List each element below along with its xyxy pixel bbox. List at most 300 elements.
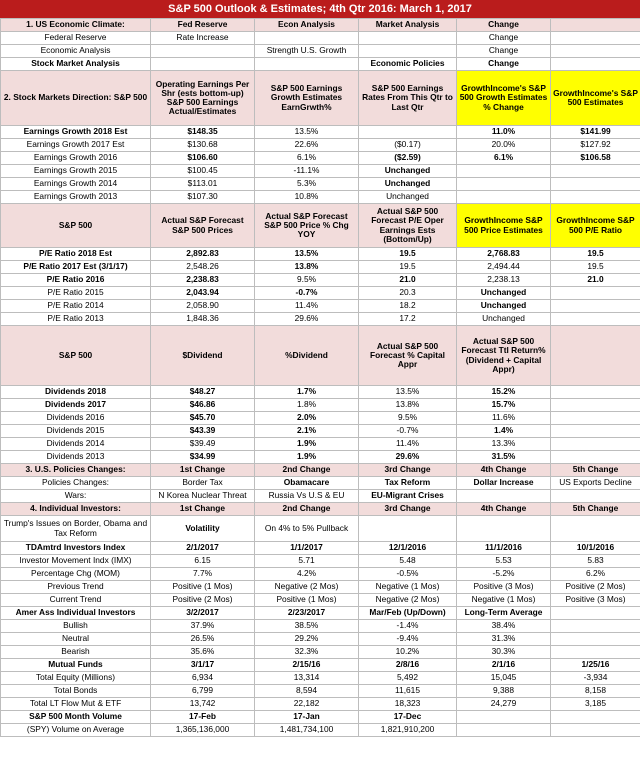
value-cell: 3,185 (551, 698, 640, 711)
value-cell: 2,043.94 (151, 287, 255, 300)
value-cell (551, 399, 640, 412)
value-cell: 11.0% (457, 126, 551, 139)
value-cell: 2,548.26 (151, 261, 255, 274)
value-cell: 6.1% (457, 152, 551, 165)
value-cell: Actual S&P 500 Forecast P/E Oper Earnings Ests (Bottom/Up) (359, 204, 457, 248)
pe-header (1, 204, 640, 248)
value-cell (151, 45, 255, 58)
value-cell: 17.2 (359, 313, 457, 326)
value-cell: 13.8% (255, 261, 359, 274)
value-cell: 3/2/2017 (151, 607, 255, 620)
value-cell: 13.3% (457, 438, 551, 451)
row-label-cell: P/E Ratio 2017 Est (3/1/17) (1, 261, 151, 274)
value-cell: -9.4% (359, 633, 457, 646)
value-cell (457, 490, 551, 503)
value-cell: 1.9% (255, 451, 359, 464)
climate-row (1, 45, 640, 58)
value-cell: 32.3% (255, 646, 359, 659)
mf-header (1, 659, 640, 672)
value-cell: Rate Increase (151, 32, 255, 45)
value-cell: 2/8/16 (359, 659, 457, 672)
value-cell: 10.8% (255, 191, 359, 204)
volume-row (1, 724, 640, 737)
value-cell: 5th Change (551, 503, 640, 516)
value-cell: 5.3% (255, 178, 359, 191)
value-cell (551, 711, 640, 724)
value-cell: 1,821,910,200 (359, 724, 457, 737)
row-label-cell: 3. U.S. Policies Changes: (1, 464, 151, 477)
value-cell: $100.45 (151, 165, 255, 178)
value-cell: Unchanged (457, 300, 551, 313)
value-cell: -5.2% (457, 568, 551, 581)
value-cell: $39.49 (151, 438, 255, 451)
policies-row (1, 490, 640, 503)
value-cell: $141.99 (551, 126, 640, 139)
row-label-cell: Current Trend (1, 594, 151, 607)
value-cell (551, 191, 640, 204)
row-label-cell: Dividends 2016 (1, 412, 151, 425)
value-cell (551, 19, 640, 32)
value-cell: 3rd Change (359, 503, 457, 516)
value-cell: 13.5% (359, 386, 457, 399)
value-cell: 22,182 (255, 698, 359, 711)
value-cell: Strength U.S. Growth (255, 45, 359, 58)
row-label-cell: Earnings Growth 2018 Est (1, 126, 151, 139)
row-label-cell: Dividends 2017 (1, 399, 151, 412)
value-cell: Positive (1 Mos) (255, 594, 359, 607)
value-cell: GrowthIncome S&P 500 Price Estimates (457, 204, 551, 248)
value-cell (551, 313, 640, 326)
row-label-cell: Economic Analysis (1, 45, 151, 58)
value-cell: $Dividend (151, 326, 255, 386)
pe-row (1, 313, 640, 326)
row-label-cell: S&P 500 (1, 204, 151, 248)
value-cell: 13.5% (255, 248, 359, 261)
value-cell: 2,238.13 (457, 274, 551, 287)
value-cell: 2nd Change (255, 503, 359, 516)
row-label-cell: Federal Reserve (1, 32, 151, 45)
value-cell: 29.6% (359, 451, 457, 464)
value-cell: 38.4% (457, 620, 551, 633)
value-cell: $45.70 (151, 412, 255, 425)
value-cell: 24,279 (457, 698, 551, 711)
value-cell: Border Tax (151, 477, 255, 490)
value-cell: 4th Change (457, 503, 551, 516)
row-label-cell: Investor Movement Indx (IMX) (1, 555, 151, 568)
value-cell: 12/1/2016 (359, 542, 457, 555)
value-cell: Unchanged (457, 313, 551, 326)
row-label-cell: Earnings Growth 2016 (1, 152, 151, 165)
value-cell (457, 711, 551, 724)
earnings-row (1, 165, 640, 178)
dividend-row (1, 412, 640, 425)
row-label-cell: Total Equity (Millions) (1, 672, 151, 685)
dividend-header (1, 326, 640, 386)
value-cell (255, 58, 359, 71)
row-label-cell: Total LT Flow Mut & ETF (1, 698, 151, 711)
value-cell: 9,388 (457, 685, 551, 698)
value-cell: 2.0% (255, 412, 359, 425)
value-cell: 21.0 (551, 274, 640, 287)
value-cell: -0.7% (255, 287, 359, 300)
value-cell: 10.2% (359, 646, 457, 659)
value-cell: 20.3 (359, 287, 457, 300)
value-cell: 3rd Change (359, 464, 457, 477)
value-cell: Economic Policies (359, 58, 457, 71)
value-cell (551, 451, 640, 464)
value-cell (457, 165, 551, 178)
value-cell: -1.4% (359, 620, 457, 633)
value-cell: GrowthIncome's S&P 500 Estimates (551, 71, 640, 126)
value-cell: 18.2 (359, 300, 457, 313)
value-cell: 11,615 (359, 685, 457, 698)
value-cell: ($0.17) (359, 139, 457, 152)
value-cell: 10/1/2016 (551, 542, 640, 555)
value-cell: US Exports Decline (551, 477, 640, 490)
value-cell: $43.39 (151, 425, 255, 438)
value-cell: 2,494.44 (457, 261, 551, 274)
value-cell (551, 178, 640, 191)
value-cell: 6,799 (151, 685, 255, 698)
value-cell: 1/1/2017 (255, 542, 359, 555)
value-cell: Change (457, 45, 551, 58)
value-cell: 30.3% (457, 646, 551, 659)
earnings-row (1, 139, 640, 152)
value-cell: 15,045 (457, 672, 551, 685)
value-cell: GrowthIncome S&P 500 P/E Ratio (551, 204, 640, 248)
value-cell: Fed Reserve (151, 19, 255, 32)
value-cell: Tax Reform (359, 477, 457, 490)
value-cell: 19.5 (359, 248, 457, 261)
value-cell: 20.0% (457, 139, 551, 152)
investors-header (1, 503, 640, 516)
value-cell (457, 191, 551, 204)
pe-row (1, 287, 640, 300)
value-cell (551, 646, 640, 659)
row-label-cell: Trump's Issues on Border, Obama and Tax Reform (1, 516, 151, 542)
value-cell (551, 425, 640, 438)
value-cell: 6.2% (551, 568, 640, 581)
value-cell: 13,314 (255, 672, 359, 685)
row-label-cell: P/E Ratio 2014 (1, 300, 151, 313)
pe-row (1, 248, 640, 261)
value-cell: 1.8% (255, 399, 359, 412)
pe-row (1, 274, 640, 287)
volume-header (1, 711, 640, 724)
td-header (1, 542, 640, 555)
climate-row (1, 32, 640, 45)
value-cell: $130.68 (151, 139, 255, 152)
value-cell: Unchanged (359, 178, 457, 191)
value-cell: 1,481,734,100 (255, 724, 359, 737)
value-cell: $46.86 (151, 399, 255, 412)
td-row (1, 594, 640, 607)
value-cell: Actual S&P 500 Forecast Ttl Return% (Dividend + Capital Appr) (457, 326, 551, 386)
value-cell: S&P 500 Earnings Rates From This Qtr to Last Qtr (359, 71, 457, 126)
value-cell: Obamacare (255, 477, 359, 490)
value-cell: Operating Earnings Per Shr (ests bottom-up) S&P 500 Earnings Actual/Estimates (151, 71, 255, 126)
pe-row (1, 300, 640, 313)
row-label-cell: Dividends 2015 (1, 425, 151, 438)
row-label-cell: Neutral (1, 633, 151, 646)
value-cell: $48.27 (151, 386, 255, 399)
value-cell: Positive (3 Mos) (551, 594, 640, 607)
pe-row (1, 261, 640, 274)
value-cell: Actual S&P 500 Forecast % Capital Appr (359, 326, 457, 386)
value-cell: %Dividend (255, 326, 359, 386)
value-cell (551, 490, 640, 503)
value-cell (457, 724, 551, 737)
value-cell: 13.8% (359, 399, 457, 412)
value-cell: 1.9% (255, 438, 359, 451)
value-cell (457, 178, 551, 191)
value-cell: 38.5% (255, 620, 359, 633)
value-cell: Negative (2 Mos) (255, 581, 359, 594)
value-cell (255, 32, 359, 45)
row-label-cell: Earnings Growth 2017 Est (1, 139, 151, 152)
value-cell: 31.5% (457, 451, 551, 464)
value-cell (551, 724, 640, 737)
value-cell: 26.5% (151, 633, 255, 646)
row-label-cell: Amer Ass Individual Investors (1, 607, 151, 620)
value-cell: 2,892.83 (151, 248, 255, 261)
earnings-row (1, 126, 640, 139)
row-label-cell: P/E Ratio 2016 (1, 274, 151, 287)
value-cell: 13,742 (151, 698, 255, 711)
value-cell (551, 438, 640, 451)
value-cell: 5.71 (255, 555, 359, 568)
value-cell: 4.2% (255, 568, 359, 581)
value-cell: 13.5% (255, 126, 359, 139)
value-cell: 6.15 (151, 555, 255, 568)
value-cell: Change (457, 19, 551, 32)
value-cell: 2/1/16 (457, 659, 551, 672)
value-cell (457, 516, 551, 542)
row-label-cell: Previous Trend (1, 581, 151, 594)
value-cell: 6.1% (255, 152, 359, 165)
earnings-row (1, 191, 640, 204)
value-cell: 2,058.90 (151, 300, 255, 313)
value-cell (551, 633, 640, 646)
sheet-title: S&P 500 Outlook & Estimates; 4th Qtr 2016: March 1, 2017 (0, 0, 640, 18)
value-cell: 1.7% (255, 386, 359, 399)
value-cell: -3,934 (551, 672, 640, 685)
value-cell: 7.7% (151, 568, 255, 581)
value-cell (359, 516, 457, 542)
value-cell: 2/1/2017 (151, 542, 255, 555)
dividend-row (1, 438, 640, 451)
value-cell (359, 45, 457, 58)
row-label-cell: Earnings Growth 2015 (1, 165, 151, 178)
value-cell: 2nd Change (255, 464, 359, 477)
value-cell: Unchanged (359, 191, 457, 204)
row-label-cell: Dividends 2013 (1, 451, 151, 464)
value-cell: 15.2% (457, 386, 551, 399)
value-cell: 3/1/17 (151, 659, 255, 672)
value-cell (551, 620, 640, 633)
row-label-cell: Dividends 2014 (1, 438, 151, 451)
dividend-row (1, 451, 640, 464)
value-cell (359, 32, 457, 45)
value-cell: 8,158 (551, 685, 640, 698)
value-cell: Positive (1 Mos) (151, 581, 255, 594)
value-cell: 2.1% (255, 425, 359, 438)
value-cell: 9.5% (359, 412, 457, 425)
value-cell: 5,492 (359, 672, 457, 685)
value-cell: S&P 500 Earnings Growth Estimates EarnGrwth% (255, 71, 359, 126)
mf-row (1, 672, 640, 685)
dividend-row (1, 425, 640, 438)
earnings-row (1, 152, 640, 165)
value-cell: 18,323 (359, 698, 457, 711)
value-cell: N Korea Nuclear Threat (151, 490, 255, 503)
value-cell: 2,238.83 (151, 274, 255, 287)
row-label-cell: Earnings Growth 2013 (1, 191, 151, 204)
value-cell: Market Analysis (359, 19, 457, 32)
td-row (1, 555, 640, 568)
policies-header (1, 464, 640, 477)
row-label-cell: Bullish (1, 620, 151, 633)
value-cell: ($2.59) (359, 152, 457, 165)
value-cell: 35.6% (151, 646, 255, 659)
row-label-cell: P/E Ratio 2018 Est (1, 248, 151, 261)
value-cell: EU-Migrant Crises (359, 490, 457, 503)
value-cell: 19.5 (551, 261, 640, 274)
value-cell: Volatility (151, 516, 255, 542)
value-cell: Dollar Increase (457, 477, 551, 490)
value-cell (551, 386, 640, 399)
row-label-cell: Bearish (1, 646, 151, 659)
dividend-row (1, 386, 640, 399)
mf-row (1, 698, 640, 711)
earnings-row (1, 178, 640, 191)
value-cell: $127.92 (551, 139, 640, 152)
value-cell: GrowthIncome's S&P 500 Growth Estimates % Change (457, 71, 551, 126)
value-cell: 1st Change (151, 503, 255, 516)
value-cell (551, 32, 640, 45)
mf-row (1, 685, 640, 698)
row-label-cell: P/E Ratio 2013 (1, 313, 151, 326)
row-label-cell: 1. US Economic Climate: (1, 19, 151, 32)
value-cell: 1,365,136,000 (151, 724, 255, 737)
value-cell: 2,768.83 (457, 248, 551, 261)
value-cell: 11/1/2016 (457, 542, 551, 555)
row-label-cell: Total Bonds (1, 685, 151, 698)
value-cell: -0.7% (359, 425, 457, 438)
row-label-cell: S&P 500 Month Volume (1, 711, 151, 724)
value-cell: 29.6% (255, 313, 359, 326)
value-cell: Positive (3 Mos) (457, 581, 551, 594)
value-cell: 17-Dec (359, 711, 457, 724)
value-cell: Positive (2 Mos) (151, 594, 255, 607)
value-cell: 4th Change (457, 464, 551, 477)
value-cell: 21.0 (359, 274, 457, 287)
value-cell: 5.48 (359, 555, 457, 568)
row-label-cell: Wars: (1, 490, 151, 503)
value-cell (551, 412, 640, 425)
value-cell (551, 165, 640, 178)
row-label-cell: Earnings Growth 2014 (1, 178, 151, 191)
row-label-cell: (SPY) Volume on Average (1, 724, 151, 737)
trump-row (1, 516, 640, 542)
value-cell: $107.30 (151, 191, 255, 204)
value-cell: Positive (2 Mos) (551, 581, 640, 594)
value-cell: Change (457, 32, 551, 45)
aa-row (1, 620, 640, 633)
value-cell: 6,934 (151, 672, 255, 685)
value-cell: Russia Vs U.S & EU (255, 490, 359, 503)
policies-row (1, 477, 640, 490)
value-cell: On 4% to 5% Pullback (255, 516, 359, 542)
value-cell: 31.3% (457, 633, 551, 646)
value-cell: Negative (2 Mos) (359, 594, 457, 607)
value-cell: 19.5 (359, 261, 457, 274)
earnings-header (1, 71, 640, 126)
row-label-cell: Percentage Chg (MOM) (1, 568, 151, 581)
value-cell: 15.7% (457, 399, 551, 412)
row-label-cell: S&P 500 (1, 326, 151, 386)
value-cell: Change (457, 58, 551, 71)
value-cell: 5.83 (551, 555, 640, 568)
value-cell: Econ Analysis (255, 19, 359, 32)
value-cell: 17-Jan (255, 711, 359, 724)
value-cell (151, 58, 255, 71)
value-cell (551, 287, 640, 300)
row-label-cell: Stock Market Analysis (1, 58, 151, 71)
value-cell: $113.01 (151, 178, 255, 191)
value-cell: 1/25/16 (551, 659, 640, 672)
dividend-row (1, 399, 640, 412)
value-cell: $148.35 (151, 126, 255, 139)
td-row (1, 568, 640, 581)
value-cell (551, 300, 640, 313)
td-row (1, 581, 640, 594)
value-cell (551, 326, 640, 386)
value-cell: Unchanged (457, 287, 551, 300)
value-cell: 29.2% (255, 633, 359, 646)
value-cell: Mar/Feb (Up/Down) (359, 607, 457, 620)
value-cell: 11.6% (457, 412, 551, 425)
aa-header (1, 607, 640, 620)
aa-row (1, 646, 640, 659)
climate-row (1, 58, 640, 71)
value-cell: 2/15/16 (255, 659, 359, 672)
value-cell: $106.58 (551, 152, 640, 165)
value-cell: $106.60 (151, 152, 255, 165)
value-cell: 11.4% (359, 438, 457, 451)
value-cell: 19.5 (551, 248, 640, 261)
value-cell: -11.1% (255, 165, 359, 178)
row-label-cell: 2. Stock Markets Direction: S&P 500 (1, 71, 151, 126)
aa-row (1, 633, 640, 646)
value-cell: $34.99 (151, 451, 255, 464)
value-cell: Actual S&P Forecast S&P 500 Price % Chg YOY (255, 204, 359, 248)
value-cell: 1,848.36 (151, 313, 255, 326)
value-cell: 5.53 (457, 555, 551, 568)
value-cell: 1.4% (457, 425, 551, 438)
row-label-cell: Mutual Funds (1, 659, 151, 672)
value-cell: 11.4% (255, 300, 359, 313)
value-cell (551, 607, 640, 620)
value-cell: 8,594 (255, 685, 359, 698)
value-cell (359, 126, 457, 139)
row-label-cell: P/E Ratio 2015 (1, 287, 151, 300)
row-label-cell: Dividends 2018 (1, 386, 151, 399)
value-cell: Unchanged (359, 165, 457, 178)
value-cell: 37.9% (151, 620, 255, 633)
value-cell: 1st Change (151, 464, 255, 477)
value-cell: 5th Change (551, 464, 640, 477)
